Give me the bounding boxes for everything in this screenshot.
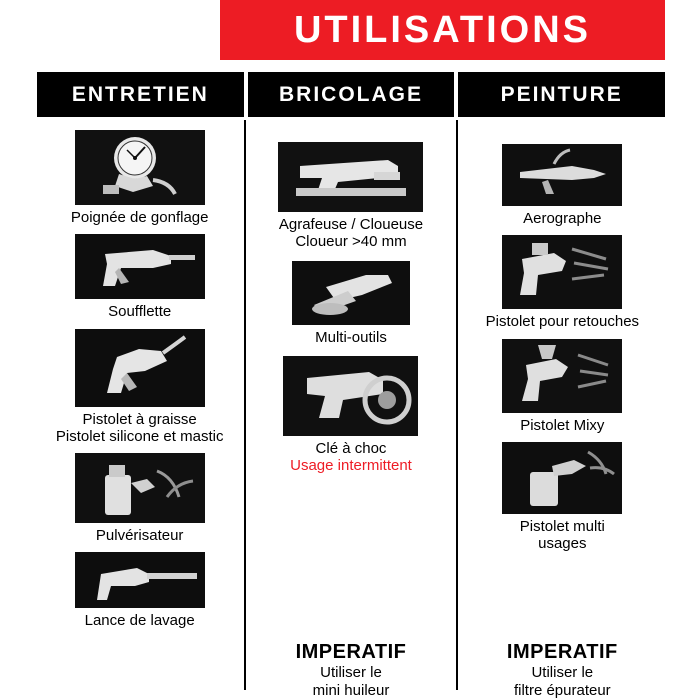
grease-gun-icon xyxy=(75,329,205,407)
caption: usages xyxy=(538,535,587,552)
multi-purpose-spray-gun-icon xyxy=(502,442,622,514)
caption: Clé à choc xyxy=(315,439,387,457)
imperatif-line: filtre épurateur xyxy=(513,682,611,699)
imperatif-line: Utiliser le xyxy=(320,664,382,681)
list-item xyxy=(460,235,665,330)
list-item xyxy=(248,261,453,346)
list-item xyxy=(37,552,242,629)
category-columns xyxy=(37,120,665,700)
caption: Pistolet pour retouches xyxy=(485,313,640,331)
list-item xyxy=(460,144,665,227)
list-item xyxy=(37,453,242,544)
imperatif-line: Utiliser le xyxy=(531,664,594,681)
list-item xyxy=(460,339,665,434)
column-peinture xyxy=(460,120,665,700)
blow-gun-icon xyxy=(75,234,205,299)
list-item xyxy=(248,142,453,251)
caption: Pistolet multi xyxy=(519,517,605,535)
caption: Multi-outils xyxy=(315,328,387,346)
caption: Cloueur >40 mm xyxy=(295,233,407,251)
column-entretien xyxy=(37,120,242,700)
mixy-spray-gun-icon xyxy=(502,339,622,413)
header-bricolage: BRICOLAGE xyxy=(248,72,455,117)
header-peinture: PEINTURE xyxy=(458,72,665,117)
caption: Pistolet à graisse xyxy=(82,410,197,428)
poster-title-bar xyxy=(220,0,665,60)
caption: Agrafeuse / Cloueuse xyxy=(278,216,424,233)
touch-up-spray-gun-icon xyxy=(502,235,622,309)
imperatif-bricolage xyxy=(296,641,407,700)
page-title: UTILISATIONS xyxy=(293,9,592,51)
caption: Pistolet Mixy xyxy=(520,416,605,434)
sprayer-icon xyxy=(75,453,205,523)
header-entretien: ENTRETIEN xyxy=(37,72,244,117)
caption: Pistolet silicone et mastic xyxy=(55,427,224,445)
imperatif-title: IMPERATIF xyxy=(295,641,407,663)
imperatif-peinture xyxy=(507,641,618,700)
caption: Aerographe xyxy=(523,210,602,227)
caption: Pulvérisateur xyxy=(95,527,184,544)
list-item xyxy=(248,356,453,475)
impact-wrench-icon xyxy=(283,356,418,436)
list-item xyxy=(37,234,242,320)
airbrush-icon xyxy=(502,144,622,206)
list-item xyxy=(460,442,665,553)
multi-tool-sander-icon xyxy=(292,261,410,325)
caption: Soufflette xyxy=(108,303,172,321)
column-divider-2 xyxy=(456,120,458,690)
pressure-gauge-inflator-icon xyxy=(75,130,205,205)
category-header-row xyxy=(37,72,665,117)
imperatif-line: mini huileur xyxy=(312,682,390,699)
list-item xyxy=(37,329,242,446)
caption: Lance de lavage xyxy=(84,612,195,630)
column-bricolage xyxy=(248,120,453,700)
imperatif-title: IMPERATIF xyxy=(506,641,618,663)
usage-note: Usage intermittent xyxy=(290,457,412,474)
stapler-nailer-icon xyxy=(278,142,423,212)
list-item xyxy=(37,130,242,226)
caption: Poignée de gonflage xyxy=(70,209,209,226)
wash-lance-icon xyxy=(75,552,205,608)
column-divider-1 xyxy=(244,120,246,690)
